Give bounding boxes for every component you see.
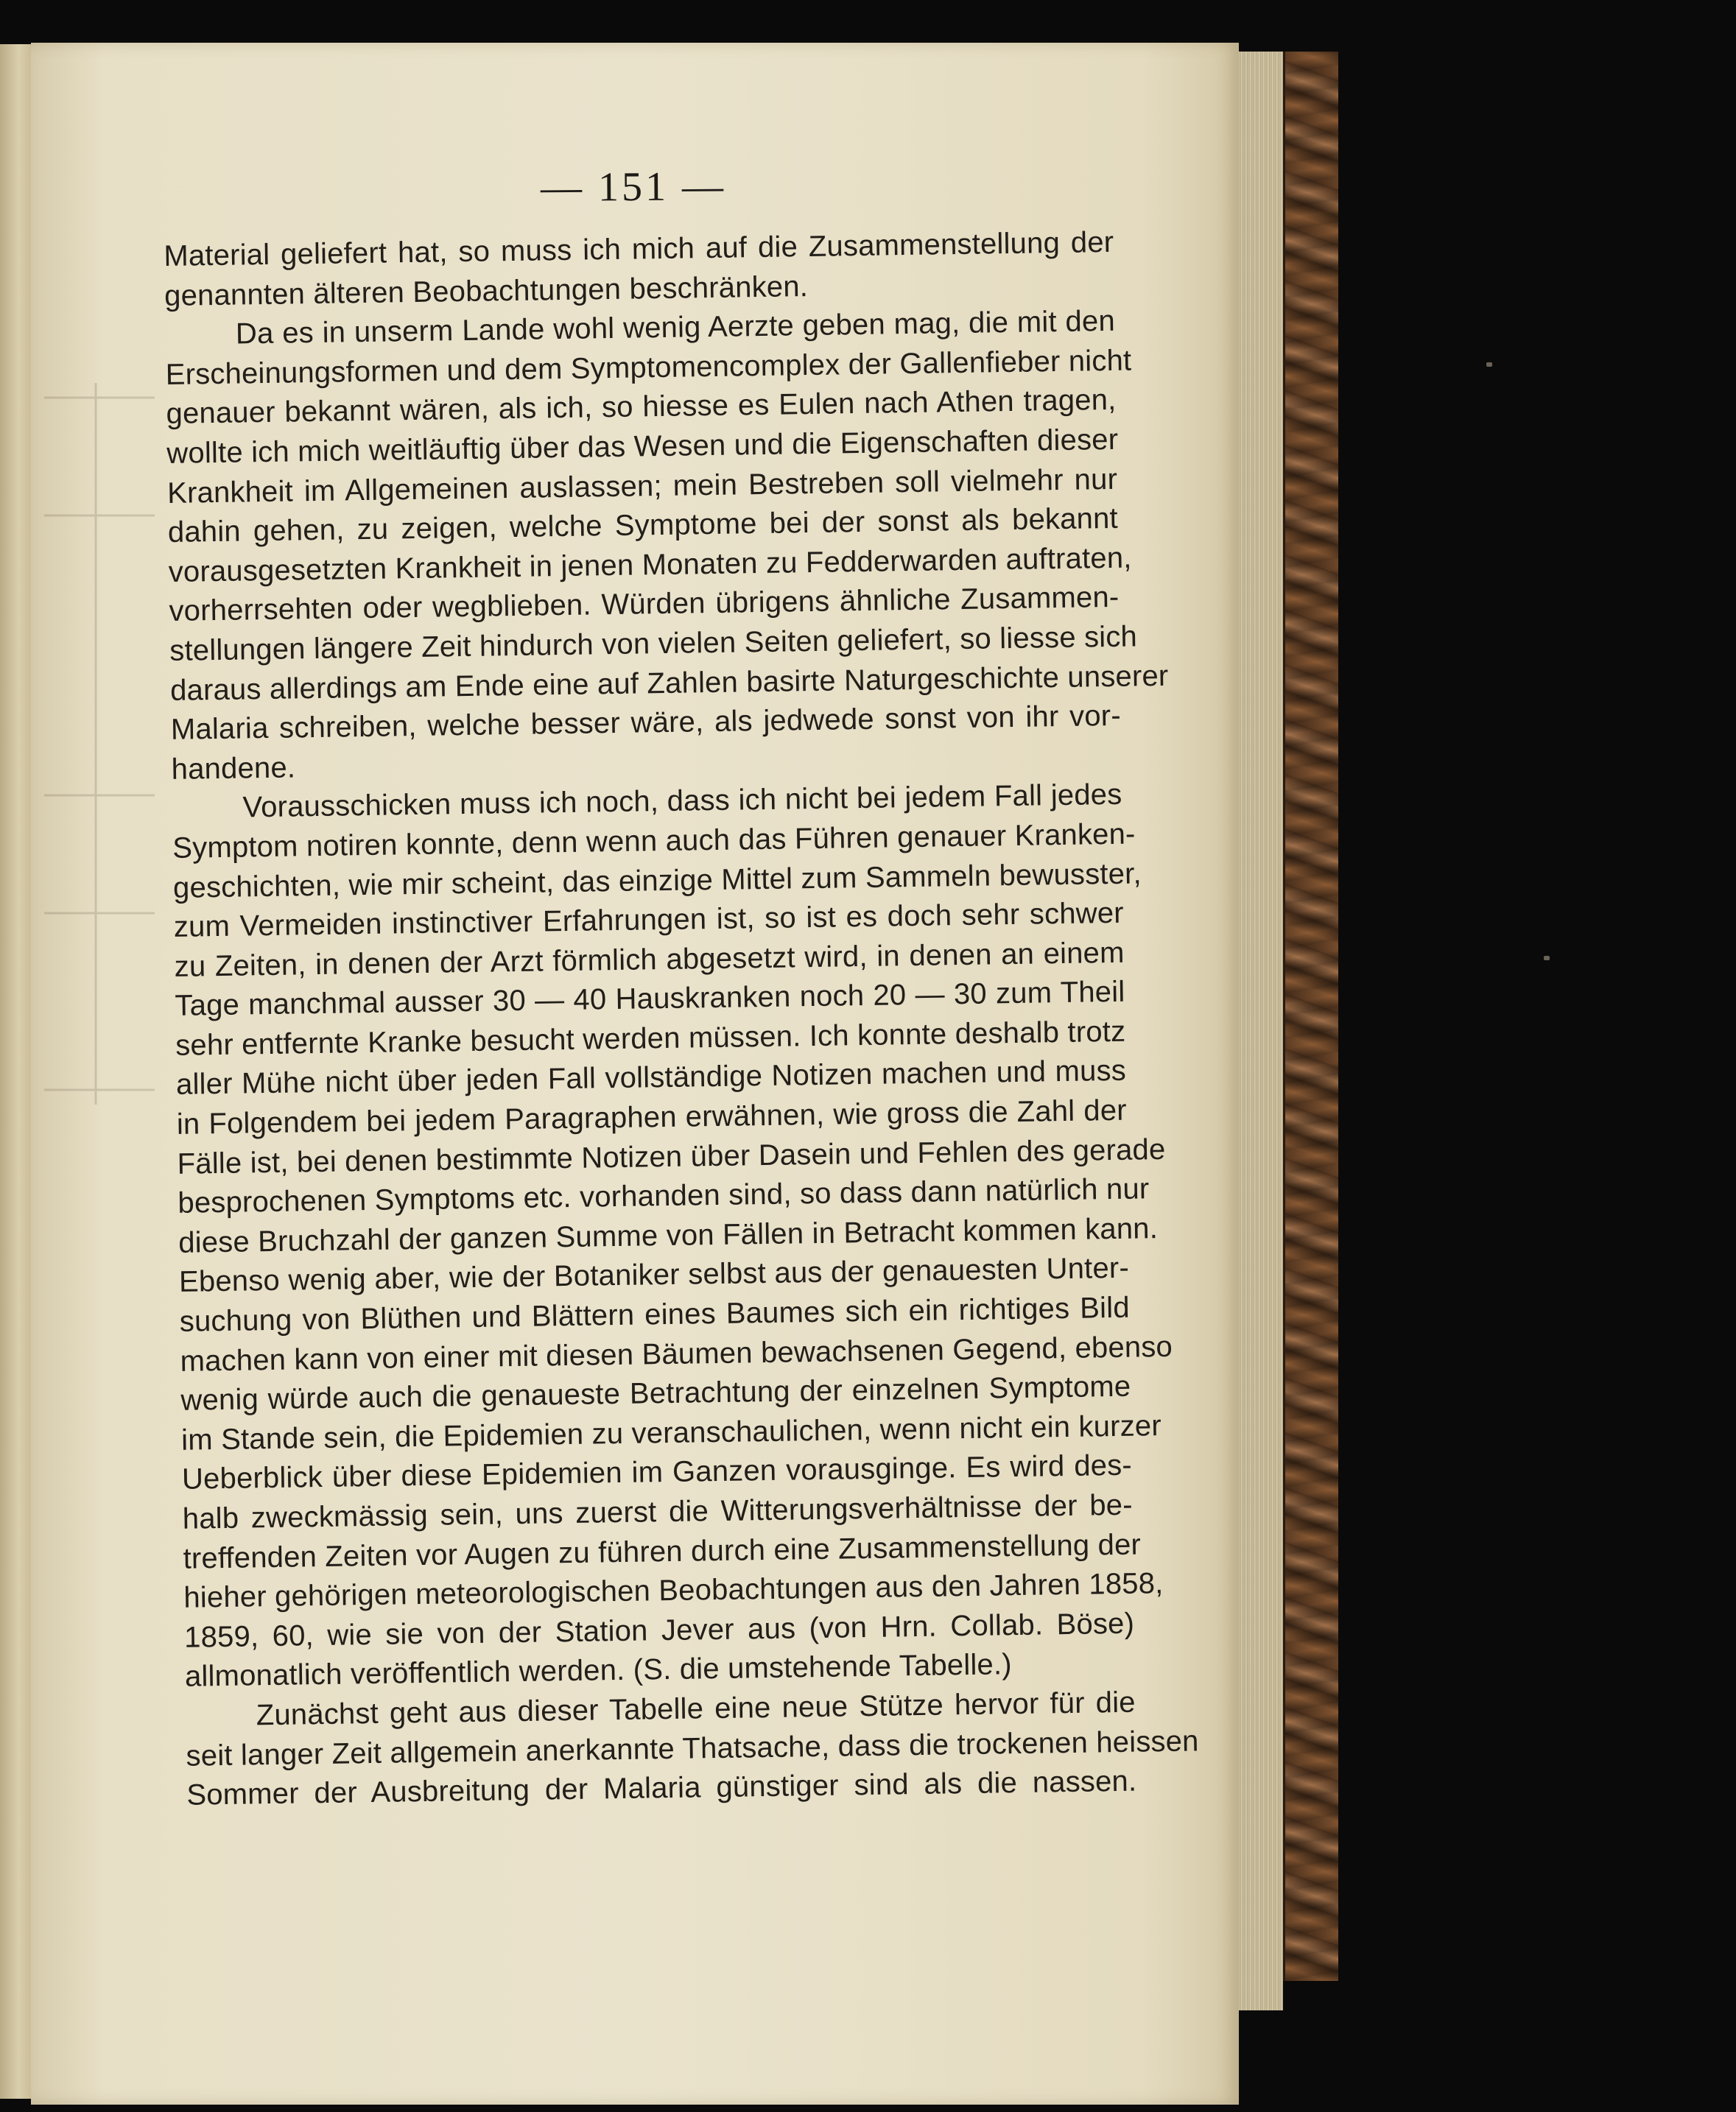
- text-line: Malaria schreiben, welche besser wäre, als jedwede sonst von ihr vor-: [170, 699, 1122, 747]
- text-line: im Stande sein, die Epidemien zu veranschaulichen, wenn nicht ein kurzer: [180, 1409, 1162, 1457]
- text-line: besprochenen Symptoms etc. vorhanden sind, so dass dann natürlich nur: [178, 1172, 1150, 1220]
- text-line: halb zweckmässig sein, uns zuerst die Witterungsverhältnisse der be-: [182, 1488, 1134, 1535]
- text-line: stellungen längere Zeit hindurch von vielen Seiten geliefert, so liesse sich: [169, 620, 1138, 667]
- dust-speck: [1544, 956, 1550, 960]
- text-line: Sommer der Ausbreitung der Malaria günstiger sind als die nassen.: [186, 1764, 1137, 1812]
- text-line: zu Zeiten, in denen der Arzt förmlich abgesetzt wird, in denen an einem: [174, 936, 1125, 983]
- dust-speck: [1486, 362, 1492, 367]
- body-text: [164, 223, 1199, 1816]
- text-line: 1859, 60, wie sie von der Station Jever aus (von Hrn. Collab. Böse): [183, 1607, 1135, 1654]
- text-line: genannten älteren Beobachtungen beschränken.: [164, 270, 809, 312]
- text-line: dahin gehen, zu zeigen, welche Symptome bei der sonst als bekannt: [167, 501, 1119, 549]
- text-line: geschichten, wie mir scheint, das einzige Mittel zum Sammeln bewusster,: [172, 856, 1142, 904]
- text-line: daraus allerdings am Ende eine auf Zahlen basirte Naturgeschichte unserer: [169, 659, 1169, 707]
- text-line: Da es in unserm Lande wohl wenig Aerzte geben mag, die mit den: [235, 305, 1116, 351]
- text-line: wollte ich mich weitläuftig über das Wesen und die Eigenschaften dieser: [166, 423, 1119, 470]
- text-line: Fälle ist, bei denen bestimmte Notizen über Dasein und Fehlen des gerade: [177, 1133, 1166, 1180]
- text-line: machen kann von einer mit diesen Bäumen bewachsenen Gegend, ebenso: [180, 1330, 1173, 1378]
- text-line: Symptom notiren konnte, denn wenn auch das Führen genauer Kranken-: [172, 817, 1136, 865]
- text-line: sehr entfernte Kranke besucht werden müssen. Ich konnte deshalb trotz: [175, 1015, 1126, 1062]
- text-line: Zunächst geht aus dieser Tabelle eine neue Stütze hervor für die: [256, 1686, 1136, 1732]
- text-line: suchung von Blüthen und Blättern eines Baumes sich ein richtiges Bild: [179, 1291, 1131, 1338]
- text-line: diese Bruchzahl der ganzen Summe von Fällen in Betracht kommen kann.: [178, 1211, 1159, 1259]
- page-number-header: — 151 —: [540, 163, 727, 211]
- text-line: vorausgesetzten Krankheit in jenen Monaten zu Fedderwarden auftraten,: [168, 541, 1132, 588]
- text-line: Material geliefert hat, so muss ich mich auf die Zusammenstellung der: [164, 225, 1114, 272]
- text-line: vorherrsehten oder wegblieben. Würden übrigens ähnliche Zusammen-: [169, 581, 1120, 628]
- text-line: in Folgendem bei jedem Paragraphen erwähnen, wie gross die Zahl der: [176, 1094, 1128, 1141]
- facing-page-edge: [0, 44, 31, 2099]
- text-line: seit langer Zeit allgemein anerkannte Thatsache, dass die trockenen heissen: [186, 1724, 1199, 1773]
- text-line: treffenden Zeiten vor Augen zu führen durch eine Zusammenstellung der: [183, 1528, 1142, 1575]
- marbled-book-cover: [1283, 52, 1338, 1981]
- text-line: Vorausschicken muss ich noch, dass ich nicht bei jedem Fall jedes: [242, 778, 1122, 824]
- text-line: allmonatlich veröffentlich werden. (S. die umstehende Tabelle.): [184, 1648, 1013, 1694]
- bleed-through-table: [44, 383, 155, 1105]
- text-line: genauer bekannt wären, als ich, so hiesse es Eulen nach Athen tragen,: [166, 384, 1117, 431]
- text-line: Ueberblick über diese Epidemien im Ganzen vorausginge. Es wird des-: [181, 1449, 1133, 1496]
- text-line: wenig würde auch die genaueste Betrachtung der einzelnen Symptome: [180, 1370, 1131, 1418]
- text-line: aller Mühe nicht über jeden Fall vollständige Notizen machen und muss: [175, 1055, 1127, 1102]
- page-stack-edge: [1239, 52, 1283, 2010]
- text-line: Tage manchmal ausser 30 — 40 Hauskranken noch 20 — 30 zum Theil: [175, 976, 1125, 1023]
- text-line: Erscheinungsformen und dem Symptomencomplex der Gallenfieber nicht: [165, 344, 1132, 391]
- text-line: zum Vermeiden instinctiver Erfahrungen ist, so ist es doch sehr schwer: [173, 896, 1125, 943]
- text-line: Krankheit im Allgemeinen auslassen; mein Bestreben soll vielmehr nur: [166, 462, 1118, 510]
- text-line: handene.: [171, 751, 296, 786]
- text-line: Ebenso wenig aber, wie der Botaniker selbst aus der genauesten Unter-: [178, 1252, 1130, 1299]
- text-line: hieher gehörigen meteorologischen Beobachtungen aus den Jahren 1858,: [183, 1567, 1164, 1614]
